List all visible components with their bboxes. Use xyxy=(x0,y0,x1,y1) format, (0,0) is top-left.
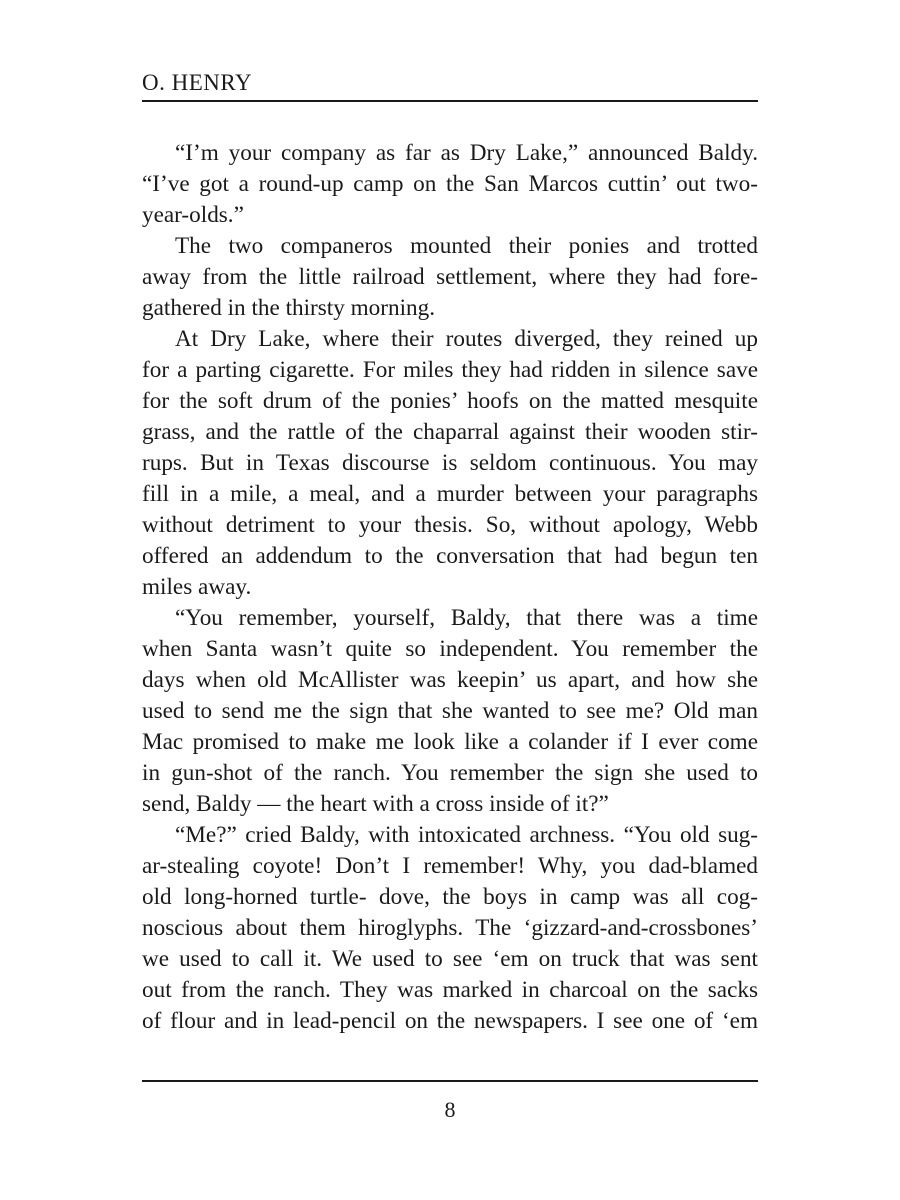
text-line: send, Baldy — the heart with a cross inside of it?” xyxy=(142,791,609,817)
text-line: grass, and the rattle of the chaparral against their wooden stir- xyxy=(142,419,758,445)
text-line: for a parting cigarette. For miles they had ridden in silence save xyxy=(142,357,758,383)
running-head: O. HENRY xyxy=(142,70,253,95)
text-line: Mac promised to make me look like a colander if I ever come xyxy=(142,729,758,755)
text-line: out from the ranch. They was marked in charcoal on the sacks xyxy=(142,977,758,1003)
header-rule xyxy=(142,100,758,102)
text-line: “You remember, yourself, Baldy, that there was a time xyxy=(175,605,758,631)
text-line: “I’m your company as far as Dry Lake,” announced Baldy. xyxy=(175,140,758,166)
text-line: old long-horned turtle- dove, the boys in camp was all cog- xyxy=(142,884,758,910)
text-line: in gun-shot of the ranch. You remember the sign she used to xyxy=(142,760,758,786)
text-line: we used to call it. We used to see ‘em on truck that was sent xyxy=(142,946,758,972)
page-number: 8 xyxy=(444,1097,456,1122)
text-line: At Dry Lake, where their routes diverged, they reined up xyxy=(175,326,758,352)
text-line: “Me?” cried Baldy, with intoxicated archness. “You old sug- xyxy=(175,822,758,848)
text-line: when Santa wasn’t quite so independent. You remember the xyxy=(142,636,758,662)
text-line: away from the little railroad settlement, where they had fore- xyxy=(142,264,758,290)
footer-rule xyxy=(142,1080,758,1082)
page-header xyxy=(142,68,758,102)
text-line: used to send me the sign that she wanted to see me? Old man xyxy=(142,698,758,724)
text-line: miles away. xyxy=(142,574,252,600)
text-line: for the soft drum of the ponies’ hoofs on the matted mesquite xyxy=(142,388,758,414)
text-line: ar-stealing coyote! Don’t I remember! Why, you dad-blamed xyxy=(142,853,758,879)
text-line: offered an addendum to the conversation that had begun ten xyxy=(142,543,758,569)
text-line: “I’ve got a round-up camp on the San Marcos cuttin’ out two- xyxy=(142,171,758,197)
text-line: days when old McAllister was keepin’ us apart, and how she xyxy=(142,667,758,693)
body-text xyxy=(142,138,758,1037)
text-line: fill in a mile, a meal, and a murder between your paragraphs xyxy=(142,481,758,507)
text-line: The two companeros mounted their ponies and trotted xyxy=(175,233,758,259)
text-line: without detriment to your thesis. So, without apology, Webb xyxy=(142,512,758,538)
text-line: gathered in the thirsty morning. xyxy=(142,295,436,321)
text-line: year-olds.” xyxy=(142,202,244,228)
text-line: rups. But in Texas discourse is seldom continuous. You may xyxy=(142,450,758,476)
text-line: noscious about them hiroglyphs. The ‘gizzard-and-crossbones’ xyxy=(142,915,758,941)
text-line: of flour and in lead-pencil on the newspapers. I see one of ‘em xyxy=(142,1008,758,1034)
